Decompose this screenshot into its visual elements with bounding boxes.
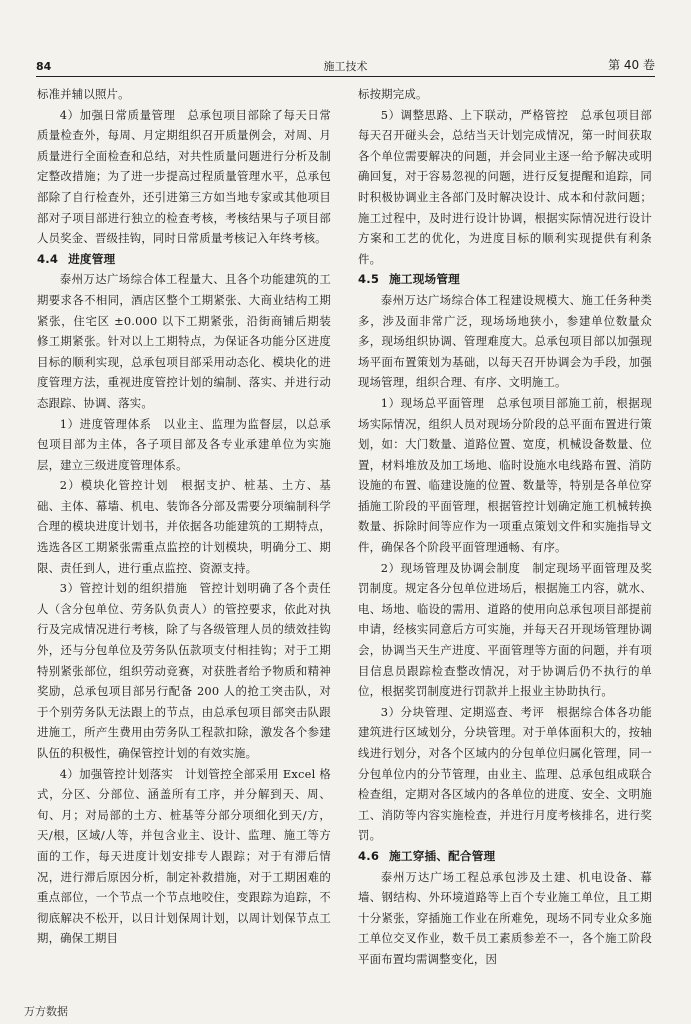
left-column [37,84,331,994]
paragraph: 标按期完成。 [358,87,428,101]
section-title: 进度管理 [68,251,116,266]
watermark: 万方数据 [24,1005,68,1018]
section-heading-4-4 [37,249,331,270]
paragraph: 3）管控计划的组织措施 管控计划明确了各个责任人（含分包单位、劳务队负责人）的管控要求，依此对执行及完成情况进行考核，除了与各级管理人员的绩效挂钩外，还与分包单位及劳务队伍款项支付相挂钩；对于工期特别紧张部位，组织劳动竞赛，对获胜者给予物质和精神奖励，总承包项目部另行配备 200 人的抢工突击队，对于个别劳务队无法跟上的节点，由总承包项目部突击队跟进施工，所产生费用由劳务队工程款扣除，激发各个参建队伍的积极性，确保管控计划的有效实施。 [37,581,331,760]
paragraph: 泰州万达广场综合体工程量大、且各个功能建筑的工期要求各不相同，酒店区整个工期紧张、大商业结构工期紧张，住宅区 ±0.000 以下工期紧张，沿街商铺后期装修工期紧张。针对以上工期特点，为保证各功能分区进度目标的顺利实现，总承包项目部采用动态化、模块化的进度管理方法，重视进度管控计划的编制、落实、并进行动态跟踪、协调、落实。 [37,272,331,410]
paragraph: 5）调整思路、上下联动，严格管控 总承包项目部每天召开碰头会，总结当天计划完成情况，第一时间获取各个单位需要解决的问题，并会同业主逐一给予解决或明确回复，对于容易忽视的问题，进行反复提醒和追踪，同时积极协调业主各部门及时解决设计、成本和付款问题；施工过程中，及时进行设计协调，根据实际情况进行设计方案和工艺的优化，为进度目标的顺利实现提供有利条件。 [358,107,652,266]
page-number: 84 [36,60,52,73]
right-column [358,84,652,994]
paragraph: 2）现场管理及协调会制度 制定现场平面管理及奖罚制度。规定各分包单位进场后，根据施工内容，就水、电、场地、临设的需用、道路的使用向总承包项目部提前申请，经核实同意后方可实施，并每天召开现场管理协调会，协调当天生产进度、平面管理等方面的问题，并有项目信息员跟踪检查整改情况，对于协调后仍不执行的单位，根据奖罚制度进行罚款并上报业主协助执行。 [358,560,652,699]
section-title: 施工现场管理 [389,272,460,287]
paragraph: 4）加强日常质量管理 总承包项目部除了每天日常质量检查外，每周、月定期组织召开质量例会，对周、月质量进行全面检查和总结，对共性质量问题进行分析及制定整改措施；为了进一步提高过程质量管理水平，总承包部除了自行检查外，还引进第三方如当地专家或其他项目部对子项目部进行独立的检查考核，考核结果与子项目部人员奖金、晋级挂钩，同时日常质量考核记入年终考核。 [37,107,331,246]
journal-title: 施工技术 [323,60,368,73]
paragraph: 泰州万达广场综合体工程建设规模大、施工任务种类多，涉及面非常广泛，现场场地狭小，参建单位数量众多，现场组织协调、管理难度大。总承包项目部以加强现场平面布置策划为基础，以每天召开协调会为手段，加强现场管理，组织合理、有序、文明施工。 [358,292,652,390]
paragraph: 4）加强管控计划落实 计划管控全部采用 Excel 格式，分区、分部位、涵盖所有工序，并分解到天、周、旬、月；对局部的土方、桩基等分部分项细化到天/方，天/根，区域/人等，并包含业主、设计、监理、施工等方面的工作，每天进度计划安排专人跟踪；对于有滞后情况，进行滞后原因分析，制定补救措施，对于工期困难的重点部位，一个节点一个节点地咬住，变跟踪为追踪，不彻底解决不松开，以日计划保周计划，以周计划保节点工期，确保工期目 [37,766,331,946]
section-heading-4-5 [358,269,652,290]
paragraph: 泰州万达广场工程总承包涉及土建、机电设备、幕墙、钢结构、外环境道路等上百个专业施工单位，且工期十分紧张，穿插施工作业在所难免，现场不同专业众多施工单位交叉作业，数千员工素质参差不一，各个施工阶段平面布置均需调整变化，因 [358,869,652,966]
paragraph: 1）现场总平面管理 总承包项目部施工前，根据现场实际情况，组织人员对现场分阶段的总平面布置进行策划，如：大门数量、道路位置、宽度，机械设备数量、位置，材料堆放及加工场地、临时设施水电线路布置、消防设施的布置、临建设施的位置、数量等，特别是各单位穿插施工阶段的平面管理，根据管控计划确定施工机械转换数量、拆除时间等应作为一项重点策划文件和实施指导文件，确保各个阶段平面管理通畅、有序。 [358,395,652,555]
section-heading-4-6 [358,846,652,867]
paragraph: 2）模块化管控计划 根据支护、桩基、土方、基础、主体、幕墙、机电、装饰各分部及需要分项编制科学合理的模块进度计划书，并依据各功能建筑的工期特点，选选各区工期紧张需重点监控的计划模块，明确分工、期限、责任到人，进行重点监控、资源支持。 [37,478,331,575]
paragraph: 1）进度管理体系 以业主、监理为监督层，以总承包项目部为主体，各子项目部及各专业承建单位为实施层，建立三级进度管理体系。 [37,416,331,472]
paragraph: 标准并辅以照片。 [37,87,130,101]
section-number: 4.4 [37,251,59,266]
section-number: 4.6 [358,848,380,863]
page-header [36,52,655,77]
section-title: 施工穿插、配合管理 [389,848,496,863]
paragraph: 3）分块管理、定期巡查、考评 根据综合体各功能建筑进行区域划分，分块管理。对于单体面积大的，按轴线进行划分，对各个区域内的分包单位归属化管理，同一分包单位内的分节管理，由业主、监理、总承包组成联合检查组，定期对各区域内的各单位的进度、安全、文明施工、消防等内容实施检查，并进行月度考核排名，进行奖罚。 [358,704,652,843]
section-number: 4.5 [358,272,380,287]
volume-label: 第 40 卷 [608,58,655,72]
